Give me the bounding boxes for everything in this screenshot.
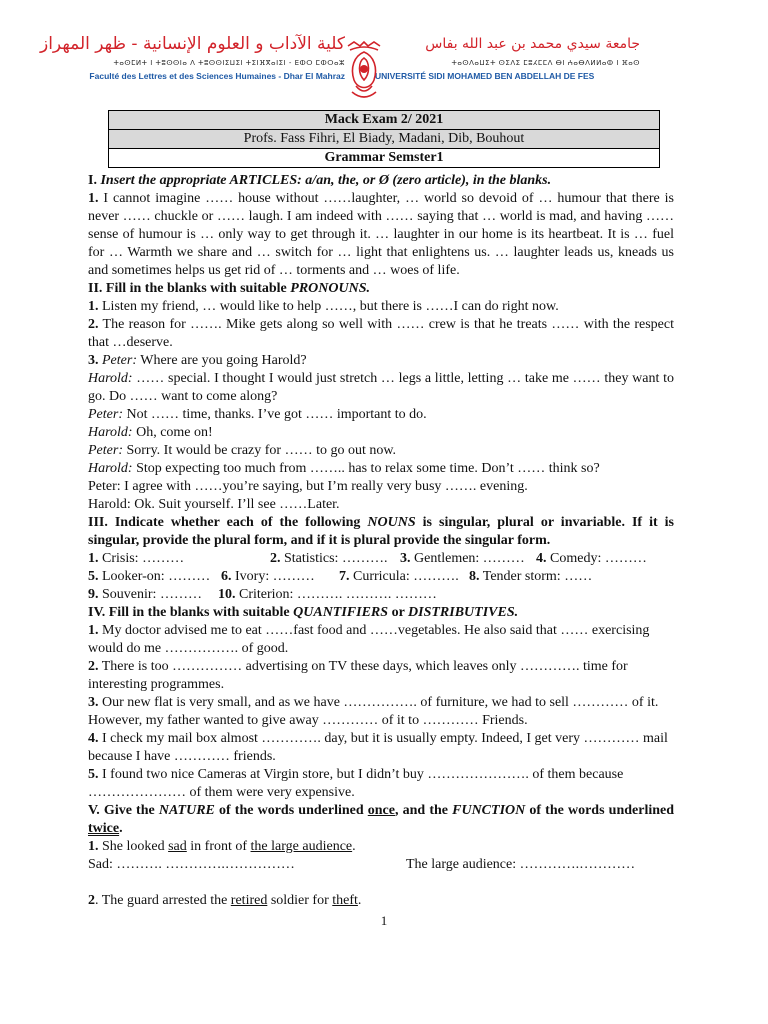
item-text: Criterion: ………. ………. ……… [235, 587, 437, 602]
section-5-title-part: of the words underlined [525, 803, 675, 818]
question-number: 2. [88, 317, 99, 332]
dialogue-row: Peter: I agree with ……you’re saying, but I’m really very busy ……. evening. [88, 479, 528, 494]
underlined-once: retired [230, 893, 268, 908]
question-number: 3. [88, 353, 99, 368]
noun-item [88, 568, 221, 586]
underlined-once-word: once [367, 803, 395, 818]
section-3-title-rest: is singular, plural or invariable. If it is singular, provide the plural form, and if it is plural provide the singular form. [88, 515, 675, 548]
university-block [375, 32, 640, 82]
section-1-heading [88, 172, 674, 190]
exam-title: Mack Exam 2/ 2021 [108, 110, 660, 130]
question-text: I check my mail box almost …………. day, but it is usually empty. Indeed, I get very ………… mail because I have ………… friends. [88, 731, 668, 764]
speaker: Harold: [88, 461, 133, 476]
section-5-keyword: NATURE [158, 803, 215, 818]
noun-item [218, 586, 437, 604]
question-text: I found two nice Cameras at Virgin store, but I didn’t buy …………………. of them because ………………… of them were very expensive. [88, 767, 624, 800]
question-text: . The guard arrested the [95, 893, 231, 908]
underlined-twice: the large audience [250, 839, 353, 854]
item-text: Statistics: ………. [280, 551, 388, 566]
noun-item [339, 568, 469, 586]
question-text: Listen my friend, … would like to help ……, but there is ……I can do right now. [98, 299, 559, 314]
exam-subject: Grammar Semster1 [108, 149, 660, 168]
section-4-question-4 [88, 730, 674, 766]
university-name-tifinagh: ⵜⴰⵙⴷⴰⵡⵉⵜ ⵙⵉⴷⵉ ⵎⵓⵃⵎⵎⴷ ⴱⵏ ⵄⴰⴱⴷⵍⵍⴰⵀ ⵏ ⴼⴰⵙ [451, 59, 640, 67]
noun-item [221, 568, 339, 586]
faculty-name-tifinagh: ⵜⴰⵙⵎⵍⵜ ⵏ ⵜⵓⵙⵙⵏⴰ ⴷ ⵜⵓⵙⵙⵏⵉⵡⵉⵏ ⵜⵉⵏⴼⴳⴰⵏⵉⵏ - ⴹⵀⵔ ⵎⵀⵔⴰⵣ [113, 59, 345, 67]
item-number: 3. [400, 551, 411, 566]
nouns-row-2 [88, 568, 674, 586]
item-number: 10. [218, 587, 236, 602]
dialogue-line: Sorry. It would be crazy for …… to go out now. [122, 443, 397, 458]
noun-item [400, 550, 536, 568]
item-text: Looker-on: ……… [98, 569, 211, 584]
question-number: 1. [88, 299, 99, 314]
item-text: Comedy: ……… [546, 551, 647, 566]
section-5-title-part: , and the [394, 803, 453, 818]
item-number: 1. [88, 551, 99, 566]
answer-blank: Sad: ………. ………….…………… [88, 857, 295, 872]
speaker: Peter: [102, 353, 137, 368]
speaker: Harold: [88, 371, 133, 386]
item-number: 6. [221, 569, 232, 584]
dialogue-row: Harold: Ok. Suit yourself. I’ll see ……Later. [88, 497, 340, 512]
underlined-once: theft [332, 893, 358, 908]
answer-row [88, 856, 674, 874]
question-text: . [352, 839, 356, 854]
dialogue-line: Stop expecting too much from …….. has to relax some time. Don’t …… think so? [132, 461, 600, 476]
question-number: 1. [88, 191, 99, 206]
section-4-keyword-2: DISTRIBUTIVES. [408, 605, 519, 620]
section-3-keyword: NOUNS [367, 515, 416, 530]
university-name-arabic: جامعة سيدي محمد بن عبد الله بفاس [425, 36, 640, 52]
question-number: 4. [88, 731, 99, 746]
section-5-heading [88, 802, 674, 838]
section-2-title: II. Fill in the blanks with suitable [88, 281, 291, 296]
section-1-number: I. [88, 173, 97, 188]
dialogue-row [88, 442, 674, 460]
question-number: 1. [88, 839, 99, 854]
faculty-name-french: Faculté des Lettres et des Sciences Humaines - Dhar El Mahraz [89, 71, 345, 81]
dialogue-line: Oh, come on! [132, 425, 213, 440]
dialogue-row [88, 424, 674, 442]
section-5-title-part: . [119, 821, 123, 836]
answer-blank: The large audience: ………….………… [406, 857, 636, 872]
item-text: Crisis: ……… [98, 551, 185, 566]
exam-professors: Profs. Fass Fihri, El Biady, Madani, Dib, Bouhout [108, 130, 660, 149]
item-text: Gentlemen: ……… [410, 551, 525, 566]
question-number: 5. [88, 767, 99, 782]
dialogue-row [88, 406, 674, 424]
faculty-block [40, 32, 345, 82]
question-text: She looked [98, 839, 169, 854]
section-5-question-2 [88, 892, 674, 910]
page-number: 1 [380, 913, 388, 928]
section-4-question-3 [88, 694, 674, 730]
section-5-title: V. Give the [88, 803, 159, 818]
item-text: Ivory: ……… [231, 569, 315, 584]
question-text: My doctor advised me to eat ……fast food and ……vegetables. He also said that …… exercising would do me ……………. of good. [88, 623, 650, 656]
item-number: 5. [88, 569, 99, 584]
question-number: 2. [88, 659, 99, 674]
dialogue-line: Where are you going Harold? [136, 353, 307, 368]
nouns-row-3 [88, 586, 674, 604]
section-1-title: Insert the appropriate ARTICLES: a/an, the, or Ø (zero article), in the blanks. [96, 173, 552, 188]
question-text: Our new flat is very small, and as we have ……………. of furniture, we had to sell ………… of it. However, my father wanted to give away ………… of it to ………… Friends. [88, 695, 659, 728]
section-3-title: III. Indicate whether each of the following [88, 515, 368, 530]
noun-item [88, 550, 270, 568]
underlined-twice-word: twice [88, 821, 120, 836]
dialogue-line: …… special. I thought I would just stretch … legs a little, letting … take me …… they want to go. Do …… want to come along? [88, 371, 674, 404]
underlined-once: sad [168, 839, 187, 854]
section-4-question-2 [88, 658, 674, 694]
question-text: soldier for [267, 893, 333, 908]
section-2-question-1 [88, 298, 674, 316]
section-4-question-5 [88, 766, 674, 802]
question-text: . [357, 893, 362, 908]
section-5-title-part: of the words underlined [214, 803, 368, 818]
section-1-text: I cannot imagine …… house without ……laughter, … world so devoid of … humour that there is never …… chuckle or …… laugh. I am indeed with …… saying that … world is mad, and having …… sense of humour is … only way to get through it. … laughter in our home is its heartbeat. It is … fuel for … Warmth we share and … switch for … light that enlightens us. … laughter leads us, kneads us and sometimes helps us get rid of … torments and … woes of life. [88, 191, 674, 278]
item-number: 4. [536, 551, 547, 566]
dialogue-row [88, 460, 674, 478]
section-4-heading [88, 604, 674, 622]
item-text: Souvenir: ……… [98, 587, 202, 602]
faculty-name-arabic: كلية الآداب و العلوم الإنسانية - ظهر المهراز [40, 34, 345, 54]
item-number: 7. [339, 569, 350, 584]
exam-title-box [108, 110, 660, 168]
university-emblem-icon [340, 40, 388, 104]
noun-item [469, 568, 592, 586]
section-2-heading [88, 280, 674, 298]
question-number: 1. [88, 623, 99, 638]
section-4-title-or: or [388, 605, 409, 620]
exam-content [88, 172, 674, 910]
item-text: Curricula: ………. [349, 569, 459, 584]
speaker: Peter: [88, 407, 123, 422]
nouns-row-1 [88, 550, 674, 568]
speaker: Peter: [88, 443, 123, 458]
section-1-paragraph [88, 190, 674, 280]
section-2-question-2 [88, 316, 674, 352]
speaker: Harold: [88, 425, 133, 440]
section-4-keyword: QUANTIFIERS [293, 605, 389, 620]
section-3-heading [88, 514, 674, 550]
university-name-french: UNIVERSITÉ SIDI MOHAMED BEN ABDELLAH DE FES [375, 71, 595, 81]
section-4-question-1 [88, 622, 674, 658]
question-number: 2 [88, 893, 95, 908]
noun-item [536, 550, 647, 568]
question-text: The reason for ……. Mike gets along so well with …… crew is that he treats …… with the respect that …deserve. [88, 317, 674, 350]
section-2-question-3 [88, 352, 674, 370]
item-text: Tender storm: …… [479, 569, 593, 584]
section-2-keyword: PRONOUNS. [290, 281, 371, 296]
noun-item [88, 586, 218, 604]
question-number: 3. [88, 695, 99, 710]
question-text: There is too …………… advertising on TV these days, which leaves only …………. time for interesting programmes. [88, 659, 628, 692]
item-number: 2. [270, 551, 281, 566]
dialogue-row [88, 370, 674, 406]
question-text: in front of [186, 839, 251, 854]
section-5-keyword-2: FUNCTION [452, 803, 526, 818]
item-number: 9. [88, 587, 99, 602]
dialogue-line: Not …… time, thanks. I’ve got …… important to do. [122, 407, 427, 422]
noun-item [270, 550, 400, 568]
section-5-question-1 [88, 838, 674, 856]
item-number: 8. [469, 569, 480, 584]
section-4-title: IV. Fill in the blanks with suitable [88, 605, 294, 620]
